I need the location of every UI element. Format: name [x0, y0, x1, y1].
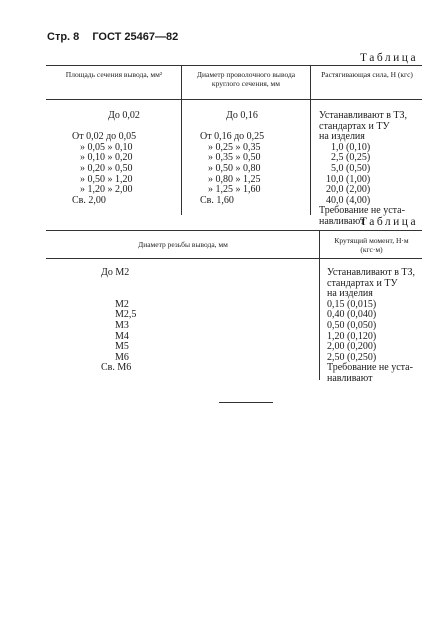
table1-header-diameter: Диаметр проволочного вывода круглого сечения, мм	[196, 70, 296, 88]
table1-col-area	[72, 110, 140, 206]
table1-diameter-row: Св. 1,60	[200, 194, 234, 206]
table1-area-row: » 0,10 » 0,20	[80, 152, 133, 164]
table1-area-row: » 0,20 » 0,50	[80, 162, 133, 174]
table2-torque-row: 1,20 (0,120)	[327, 330, 377, 342]
table1-header-rule	[46, 99, 422, 100]
table1-diameter-row: » 0,35 » 0,50	[208, 152, 261, 164]
table1-header-area: Площадь сечения вывода, мм²	[65, 70, 163, 79]
table1-area-row: До 0,02	[108, 110, 140, 121]
table2-thread-row: М2	[115, 298, 129, 310]
table2-header-thread: Диаметр резьбы вывода, мм	[138, 240, 228, 249]
table2-thread-row: М5	[115, 341, 129, 353]
table2-thread-row: До М2	[101, 267, 130, 278]
table1-force-row: Требование не уста-	[319, 205, 405, 217]
table1-area-row: » 0,05 » 0,10	[80, 141, 133, 153]
table1-diameter-row: » 1,25 » 1,60	[208, 184, 261, 196]
table2-col-divider	[319, 230, 320, 380]
table2-thread-row: М6	[115, 351, 129, 363]
table2-header-rule	[46, 258, 422, 259]
table1-area-row: Св. 2,00	[72, 194, 106, 206]
table1-diameter-row: До 0,16	[226, 110, 258, 121]
table1-force-row: 40,0 (4,00)	[326, 194, 371, 206]
table2-thread-row: М3	[115, 319, 129, 331]
table2-torque-row: Требование не уста-	[327, 362, 413, 374]
table1-col-diameter	[200, 110, 265, 206]
table1-diameter-row: » 0,50 » 0,80	[208, 162, 261, 174]
table1-diameter-row: От 0,16 до 0,25	[200, 131, 265, 143]
table2-torque-row: 0,40 (0,040)	[327, 309, 377, 321]
table2-thread-row: М4	[115, 330, 129, 342]
table2-torque-row: 2,00 (0,200)	[327, 341, 377, 353]
table1-area-row: » 1,20 » 2,00	[80, 184, 133, 196]
table1-caption: Таблица	[360, 52, 419, 64]
table1-top-rule	[46, 65, 422, 66]
table2-torque-row: навливают	[327, 372, 373, 384]
table1-force-row: 2,5 (0,25)	[331, 152, 371, 164]
table1-area-row: От 0,02 до 0,05	[72, 131, 137, 143]
table1-col-divider-1	[181, 65, 182, 215]
table1-force-row: Устанавливают в ТЗ,	[319, 110, 408, 121]
table2-thread-row: Св. М6	[101, 362, 132, 374]
table1-force-row: 20,0 (2,00)	[326, 184, 371, 196]
table2-thread-row: М2,5	[115, 309, 137, 321]
table2-col-torque	[327, 268, 415, 385]
page-header	[47, 31, 188, 43]
table1-diameter-row: » 0,25 » 0,35	[208, 141, 261, 153]
table1-diameter-row: » 0,80 » 1,25	[208, 173, 261, 185]
table2-col-thread	[101, 268, 136, 374]
table2-torque-row: 0,15 (0,015)	[327, 298, 377, 310]
table2-header-torque: Крутящий момент, Н·м (кгс·м)	[334, 236, 409, 254]
table2-caption: Таблица	[360, 216, 419, 228]
table2-torque-row: на изделия	[327, 288, 373, 300]
table2-torque-row: 2,50 (0,250)	[327, 351, 377, 363]
table1-col-force	[319, 111, 407, 228]
table1-header-force: Растягивающая сила, Н (кгс)	[321, 70, 413, 79]
table1-force-row: навливают	[319, 215, 365, 227]
table1-area-row: » 0,50 » 1,20	[80, 173, 133, 185]
table1-force-row: стандартах и ТУ	[319, 120, 390, 132]
table1-force-row: 1,0 (0,10)	[331, 141, 371, 153]
end-rule	[219, 402, 273, 403]
table1-force-row: 10,0 (1,00)	[326, 173, 371, 185]
table2-top-rule	[46, 230, 422, 231]
table1-force-row: на изделия	[319, 131, 365, 143]
standard-number: ГОСТ 25467—82	[92, 31, 179, 43]
table1-force-row: 5,0 (0,50)	[331, 162, 371, 174]
table2-torque-row: стандартах и ТУ	[327, 277, 398, 289]
table1-col-divider-2	[310, 65, 311, 215]
table2-torque-row: 0,50 (0,050)	[327, 319, 377, 331]
page-number: Стр. 8	[47, 31, 80, 43]
table2-thread-row	[101, 279, 136, 290]
table2-torque-row: Устанавливают в ТЗ,	[327, 267, 416, 278]
